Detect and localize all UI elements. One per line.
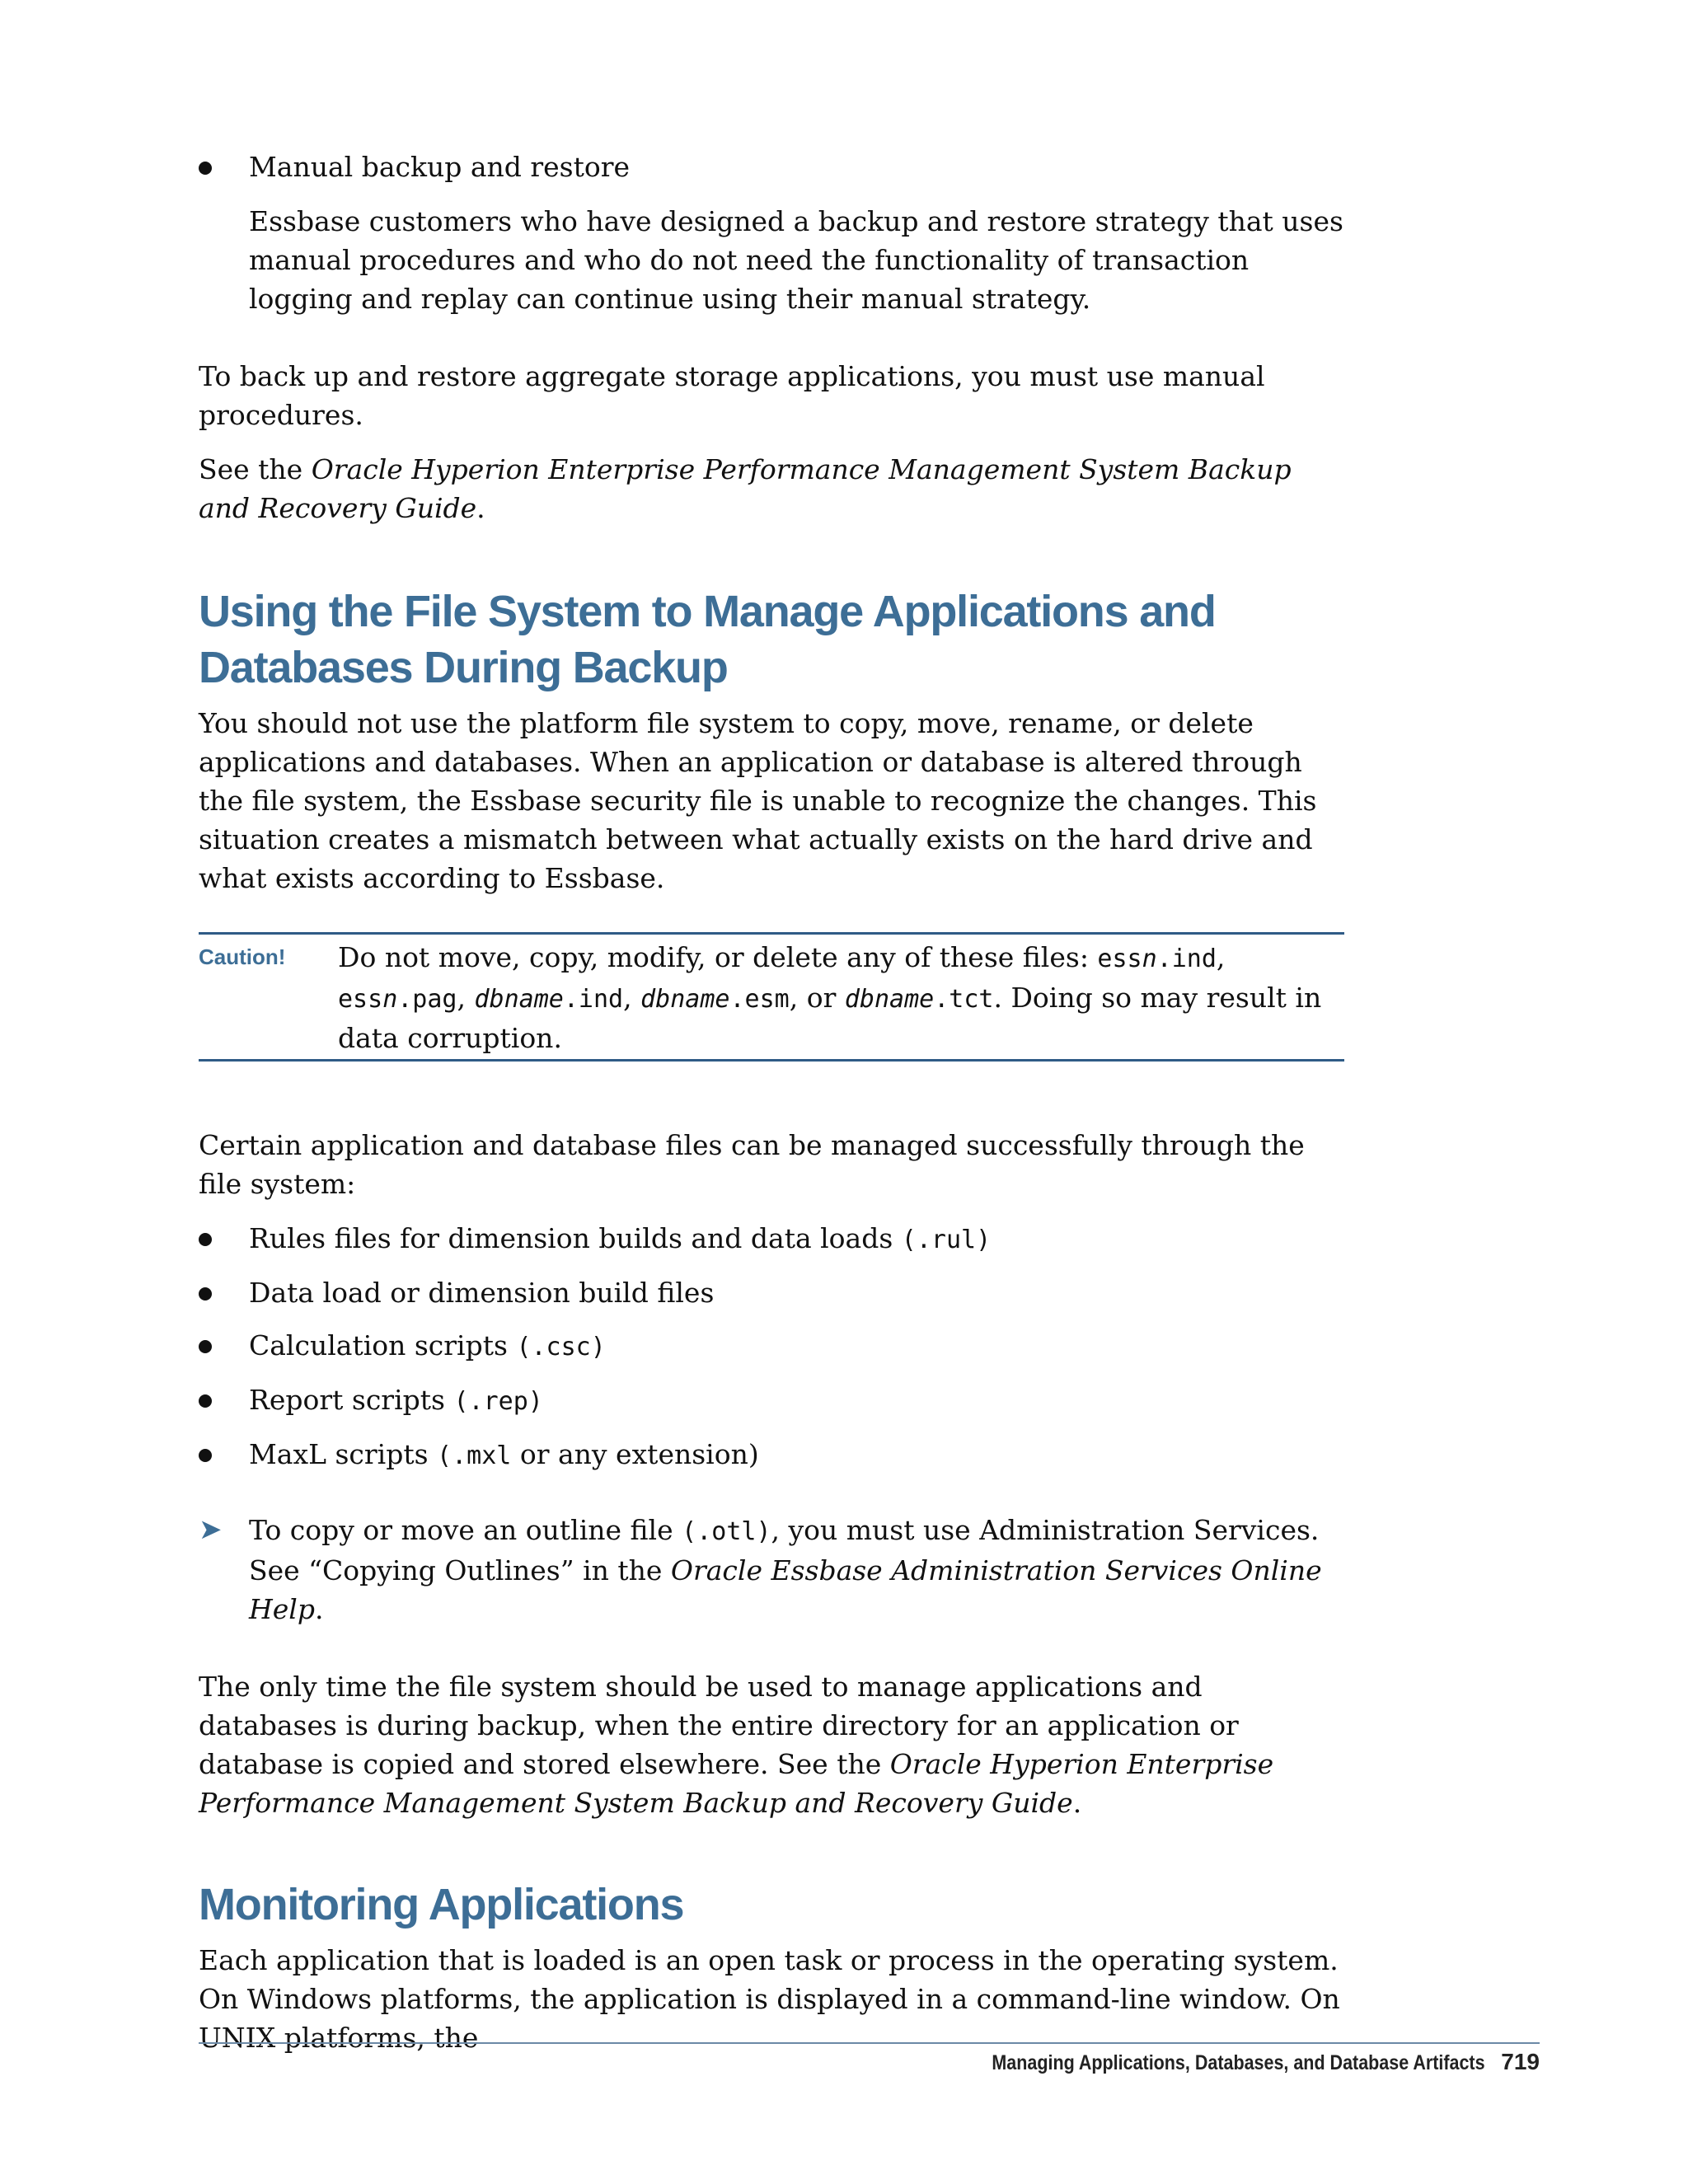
bullet-title: Manual backup and restore bbox=[249, 151, 631, 183]
file-name bbox=[640, 985, 790, 1014]
item-tail: or any extension) bbox=[511, 1438, 759, 1470]
file-name bbox=[845, 985, 994, 1014]
file-base: ess bbox=[338, 985, 383, 1014]
guide-title: Oracle Hyperion Enterprise Performance Management System Backup and Recovery Guide bbox=[199, 1748, 1274, 1819]
help-title: Oracle Essbase Administration Services Online Help bbox=[249, 1554, 1322, 1625]
procedure-text: , you must use Administration Services. See “Copying Outlines” in the bbox=[249, 1514, 1320, 1586]
item-code: (.csc) bbox=[516, 1333, 606, 1361]
paragraph-text: The only time the file system should be used to manage applications and databases is during backup, when the entire directory for an application or database is copied and stored elsewhere. bbox=[199, 1671, 1239, 1780]
list-item bbox=[199, 1273, 1344, 1312]
item-code: (.rul) bbox=[901, 1226, 992, 1254]
bullet-icon bbox=[199, 1287, 212, 1301]
file-name bbox=[1097, 944, 1217, 973]
bullet-icon bbox=[199, 1233, 212, 1246]
file-ext: .ind bbox=[1156, 944, 1217, 973]
list-item bbox=[199, 1435, 1344, 1475]
section-intro: Each application that is loaded is an open task or process in the operating system. On Windows platforms, the application is displayed in a command-line window. On UNIX platforms, the bbox=[199, 1944, 1340, 2054]
file-ext: .ind bbox=[563, 985, 624, 1014]
see-prefix: See the bbox=[777, 1748, 890, 1780]
item-text: Data load or dimension build files bbox=[249, 1277, 715, 1309]
file-name bbox=[474, 985, 623, 1014]
list-item bbox=[199, 1326, 1344, 1366]
footer-chapter-title: Managing Applications, Databases, and Database Artifacts bbox=[992, 2051, 1485, 2074]
bullet-icon bbox=[199, 1340, 212, 1353]
page-content bbox=[199, 147, 1344, 2057]
item-code: (.rep) bbox=[453, 1387, 543, 1416]
bullet-body: Essbase customers who have designed a backup and restore strategy that uses manual procedures and who do not need the functionality of transaction logging and replay can continue using their manual strategy. bbox=[249, 205, 1343, 315]
item-code: (.mxl bbox=[437, 1441, 512, 1470]
file-ext: .tct bbox=[934, 985, 994, 1014]
caution-box bbox=[199, 932, 1344, 1062]
section-heading: Using the File System to Manage Applications and Databases During Backup bbox=[199, 587, 1216, 692]
section-intro: You should not use the platform file system to copy, move, rename, or delete applications and databases. When an application or database is altered through the file system, the Essbase security file is unable to recognize the changes. This situation creates a mismatch between what actually exists on the hard drive and what exists according to Essbase. bbox=[199, 707, 1317, 894]
page-footer bbox=[912, 2049, 1540, 2075]
bullet-icon bbox=[199, 1449, 212, 1462]
managed-list bbox=[199, 1219, 1344, 1475]
file-name bbox=[338, 985, 457, 1014]
caution-text bbox=[338, 938, 1344, 1057]
list-item bbox=[199, 1380, 1344, 1421]
file-var: dbname bbox=[474, 985, 564, 1014]
separator: , bbox=[457, 982, 475, 1014]
bullet-icon bbox=[199, 162, 212, 175]
file-var: n bbox=[382, 985, 398, 1014]
item-text: Calculation scripts bbox=[249, 1329, 517, 1361]
file-ext: .esm bbox=[729, 985, 790, 1014]
separator: , or bbox=[789, 982, 845, 1014]
procedure-step bbox=[199, 1511, 1344, 1629]
see-guide-reference bbox=[199, 450, 1344, 527]
item-text: Report scripts bbox=[249, 1384, 454, 1416]
paragraph-only-time bbox=[199, 1667, 1344, 1822]
bullet-icon bbox=[199, 1394, 212, 1408]
section-heading: Monitoring Applications bbox=[199, 1880, 684, 1929]
guide-title: Oracle Hyperion Enterprise Performance Management System Backup and Recovery Guide bbox=[199, 453, 1292, 524]
file-ext: .pag bbox=[397, 985, 457, 1014]
caution-text-start: Do not move, copy, modify, or delete any of these files: bbox=[338, 941, 1098, 973]
file-var: dbname bbox=[640, 985, 730, 1014]
see-prefix: See the bbox=[199, 453, 312, 485]
see-suffix: . bbox=[476, 492, 485, 524]
see-suffix: . bbox=[1072, 1787, 1082, 1819]
procedure-arrow-icon: ➤ bbox=[199, 1513, 223, 1546]
managed-intro: Certain application and database files can be managed successfully through the file system: bbox=[199, 1129, 1305, 1200]
item-text: Rules files for dimension builds and data loads bbox=[249, 1222, 902, 1254]
procedure-text-end: . bbox=[315, 1593, 324, 1625]
procedure-code: (.otl) bbox=[682, 1517, 771, 1546]
file-base: ess bbox=[1097, 944, 1142, 973]
caution-label: Caution! bbox=[199, 944, 286, 969]
list-item bbox=[199, 1219, 1344, 1259]
file-var: n bbox=[1142, 944, 1157, 973]
page-number: 719 bbox=[1501, 2049, 1540, 2074]
item-text: MaxL scripts bbox=[249, 1438, 438, 1470]
caution-text-end: . Doing so may result in data corruption. bbox=[338, 982, 1322, 1054]
separator: , bbox=[1216, 941, 1226, 973]
list-item bbox=[199, 148, 1344, 186]
file-var: dbname bbox=[844, 985, 935, 1014]
footer-divider bbox=[199, 2042, 1540, 2044]
separator: , bbox=[623, 982, 641, 1014]
paragraph-aggregate: To back up and restore aggregate storage applications, you must use manual procedures. bbox=[199, 360, 1265, 431]
procedure-text: To copy or move an outline file bbox=[249, 1514, 682, 1546]
